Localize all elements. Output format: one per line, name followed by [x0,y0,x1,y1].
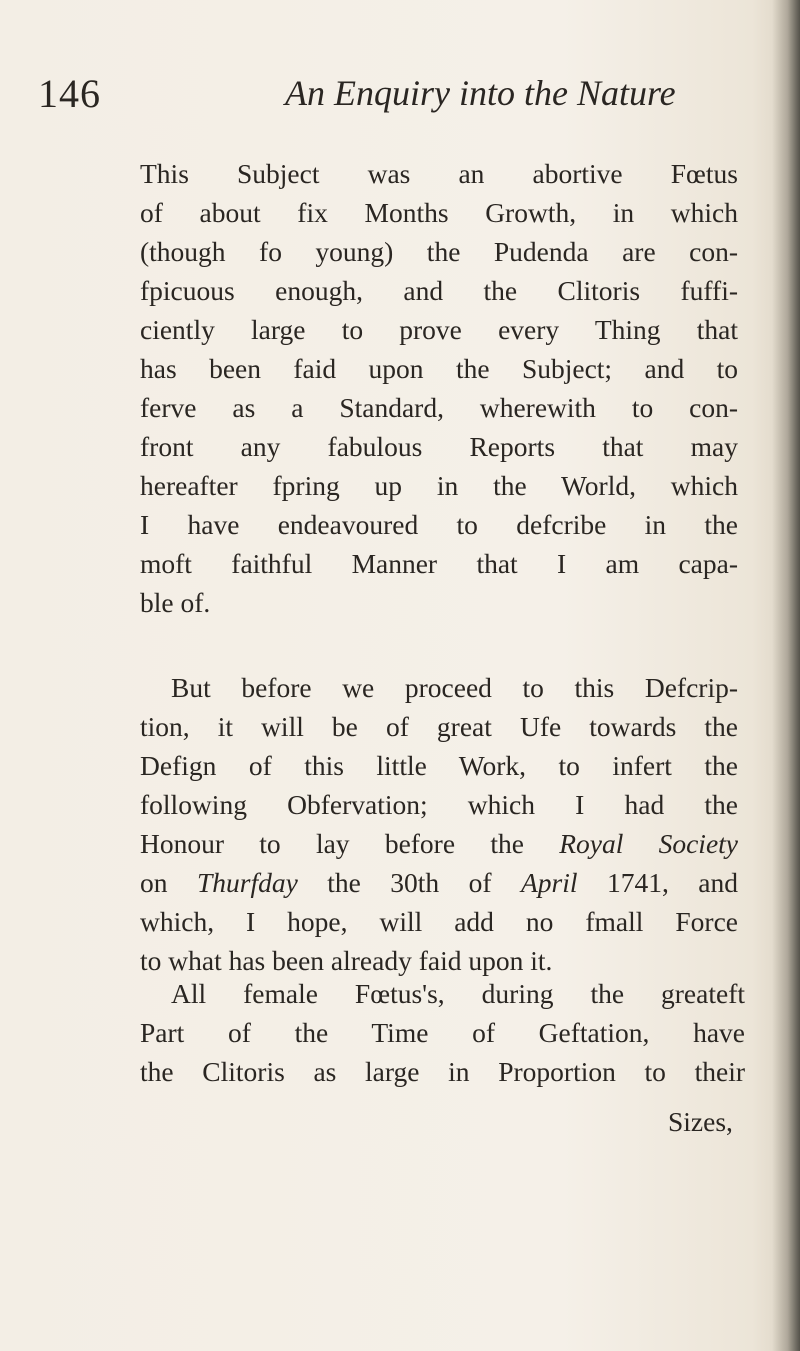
text-line: fpicuous enough, and the Clitoris fuffi- [140,275,738,306]
paragraph-3 [140,974,745,1091]
text-segment: the 30th of [297,867,521,898]
text-segment: 1741, and [577,867,738,898]
italic-text: Thurfday [196,867,298,898]
paragraph-2 [140,668,738,980]
page-edge-shadow [772,0,800,1351]
text-line: ferve as a Standard, wherewith to con- [140,392,738,423]
text-line: This Subject was an abortive Fœtus [140,158,738,189]
text-segment: Honour to lay before the [140,828,560,859]
paragraph-1 [140,154,738,622]
page-header [38,70,738,130]
text-line: tion, it will be of great Ufe towards the [140,711,738,742]
text-line [140,863,738,902]
text-line: I have endeavoured to defcribe in the [140,509,738,540]
text-line: All female Fœtus's, during the greateft [171,978,745,1009]
catchword: Sizes, [668,1106,733,1137]
running-head: An Enquiry into the Nature [285,73,676,113]
italic-text: Royal Society [559,828,739,859]
text-line: to what has been already faid upon it. [140,945,553,976]
text-line: moft faithful Manner that I am capa- [140,548,738,579]
text-line: following Obfervation; which I had the [140,789,738,820]
text-line: Part of the Time of Geftation, have [140,1017,745,1048]
text-line: ble of. [140,587,211,618]
text-line: ciently large to prove every Thing that [140,314,738,345]
text-line: has been faid upon the Subject; and to [140,353,738,384]
text-line: of about fix Months Growth, in which [140,197,738,228]
text-line: the Clitoris as large in Proportion to their [140,1056,745,1087]
text-line: front any fabulous Reports that may [140,431,738,462]
text-line: hereafter fpring up in the World, which [140,470,738,501]
text-line: But before we proceed to this Defcrip- [171,672,738,703]
text-line: which, I hope, will add no fmall Force [140,906,738,937]
text-segment: on [140,867,197,898]
text-line [140,824,738,863]
text-line: (though fo young) the Pudenda are con- [140,236,738,267]
page-number: 146 [38,71,101,116]
italic-text: April [520,867,578,898]
text-line: Defign of this little Work, to infert the [140,750,738,781]
